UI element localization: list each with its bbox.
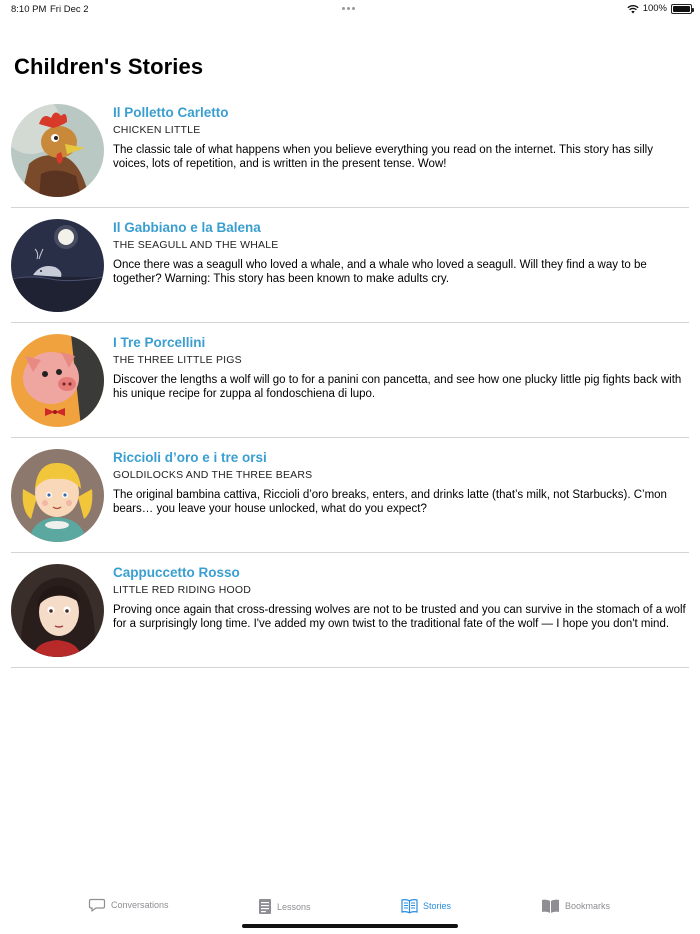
story-row-cappuccetto-rosso[interactable] (0, 553, 700, 668)
book-open-icon (401, 898, 418, 914)
tab-label: Stories (423, 901, 452, 911)
tab-conversations[interactable] (88, 898, 169, 912)
status-bar (0, 0, 700, 18)
battery-percent: 100% (642, 3, 667, 14)
story-title: Riccioli d’oro e i tre orsi (113, 450, 267, 465)
story-row-tre-porcellini[interactable] (0, 323, 700, 438)
bookmarks-icon (541, 898, 560, 913)
story-subtitle: CHICKEN LITTLE (113, 124, 201, 136)
page-title: Children's Stories (14, 54, 204, 79)
tab-lessons[interactable] (258, 898, 311, 915)
goldilocks-illustration (11, 449, 104, 542)
chicken-illustration (11, 104, 104, 197)
story-description: The classic tale of what happens when you believe everything you read on the internet. This story has silly voices, lots of repetition, and is written in the present tense. Wow! (113, 144, 653, 170)
story-description: Once there was a seagull who loved a whale, and a whale who loved a seagull. Will they find a way to be together? Warning: This story has been known to make adults cry. (113, 259, 647, 285)
story-title: Il Polletto Carletto (113, 105, 229, 120)
story-title: Il Gabbiano e la Balena (113, 220, 261, 235)
story-title: I Tre Porcellini (113, 335, 206, 350)
red-riding-hood-illustration (11, 564, 104, 657)
story-description: The original bambina cattiva, Riccioli d’oro breaks, enters, and drinks latte (that’s milk, not Starbucks). C’mon bears… you leave your house unlocked, what do you expect? (113, 489, 667, 515)
tab-stories[interactable] (401, 898, 451, 914)
story-description: Proving once again that cross-dressing wolves are not to be trusted and you can survive in the stomach of a wolf for a surprisingly long time. I've added my own twist to the traditional fate of the wolf — I hope you don't mind. (113, 604, 686, 630)
story-list (0, 93, 700, 668)
pig-illustration (11, 334, 104, 427)
home-indicator[interactable] (242, 924, 458, 928)
story-row-riccioli-doro[interactable] (0, 438, 700, 553)
story-row-polletto-carletto[interactable] (0, 93, 700, 208)
tab-bar (0, 884, 700, 934)
status-date: Fri Dec 2 (50, 4, 89, 15)
story-subtitle: THE SEAGULL AND THE WHALE (113, 239, 279, 251)
story-description: Discover the lengths a wolf will go to for a panini con pancetta, and see how one plucky little pig fights back with his unique recipe for zuppa al fondoschiena di lupo. (113, 374, 682, 400)
speech-bubble-icon (88, 898, 106, 912)
battery-icon (671, 4, 692, 14)
status-time: 8:10 PM (11, 4, 47, 15)
multitasking-dots-icon[interactable] (342, 7, 355, 10)
wifi-icon (627, 4, 639, 14)
story-row-gabbiano-balena[interactable] (0, 208, 700, 323)
row-divider (11, 667, 689, 668)
document-icon (258, 898, 272, 915)
tab-label: Conversations (111, 900, 169, 910)
tab-label: Bookmarks (565, 900, 611, 911)
tab-label: Lessons (277, 901, 311, 912)
whale-illustration (11, 219, 104, 312)
story-subtitle: LITTLE RED RIDING HOOD (113, 584, 251, 596)
story-subtitle: GOLDILOCKS AND THE THREE BEARS (113, 469, 313, 481)
tab-bookmarks[interactable] (541, 898, 610, 913)
story-subtitle: THE THREE LITTLE PIGS (113, 354, 242, 366)
status-right (627, 3, 692, 14)
story-title: Cappuccetto Rosso (113, 565, 240, 580)
